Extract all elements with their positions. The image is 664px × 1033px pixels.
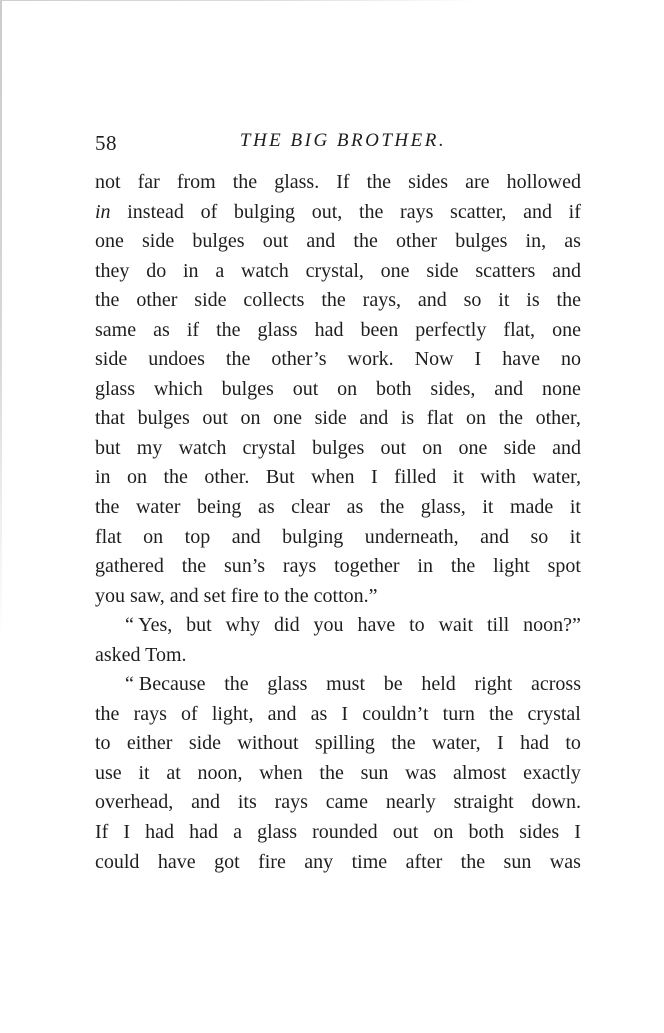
word: clear [291,496,331,519]
word: scatter, [450,200,507,223]
word: out [380,436,407,459]
text-line [95,729,581,759]
word: across [531,673,581,696]
word: gathered [95,555,164,578]
text-line [95,434,581,464]
word: the [95,702,120,725]
word: But [265,466,295,489]
word: as [346,496,364,519]
word: as [564,230,581,253]
word: the [450,555,476,578]
word: nearly [385,791,436,814]
word: when [311,466,355,489]
word: out [262,230,289,253]
word: a [215,259,225,282]
word: a [233,821,242,844]
word: one [458,436,488,459]
word: was [405,761,437,784]
text-line [95,552,581,582]
word: you [313,614,344,637]
word: bulges [192,230,245,253]
word: be [383,673,403,696]
word: light, [211,702,254,725]
word: rays [282,555,317,578]
word: time [351,850,388,873]
word: at [166,761,181,784]
word: rays [400,200,434,223]
word: sides [519,821,560,844]
word: bulging [233,200,296,223]
word: underneath, [364,525,459,548]
word: top [184,525,211,548]
word: the [366,171,392,193]
word: side [426,259,459,282]
word: have [157,850,196,873]
word: almost [453,761,507,784]
word: spot [547,555,581,578]
word: water, [432,732,481,755]
text-line [95,168,581,198]
word: out [202,407,228,430]
word: and [267,702,297,725]
word: side [314,407,347,430]
word: glass [257,821,298,844]
text-line [95,788,581,818]
word: had [520,732,549,755]
word: spilling [314,732,375,755]
word: glass, [420,496,466,519]
word: so [463,289,482,312]
word: the [216,318,241,341]
word: and [480,525,509,548]
word: and [359,407,389,430]
word: in [183,259,199,282]
word: it [498,289,510,312]
word: not [95,171,121,193]
word: I [497,732,504,755]
word: without [237,732,299,755]
word: sides, [430,377,476,400]
text-line [95,257,581,287]
word: the [163,466,188,489]
word: as [153,318,170,341]
word: rays, [362,289,401,312]
word: out [292,377,319,400]
word: undoes [148,348,205,371]
word: bulges [137,407,190,430]
word: is [526,289,540,312]
text-line [95,375,581,405]
word: do [146,259,167,282]
word: and [417,289,447,312]
word: the [556,289,581,312]
word: no [560,348,581,371]
word: couldn’t [362,702,429,725]
word: is [400,407,415,430]
word: other. [204,466,250,489]
word: of [200,200,218,223]
text-line [95,227,581,257]
word: in [417,555,433,578]
word: why [225,614,261,637]
word: other, [535,407,581,430]
word: on [337,377,358,400]
word: If [95,821,109,844]
word: made [509,496,554,519]
word: one [95,230,124,253]
word: was [549,850,581,873]
text-line [95,848,581,878]
word: water, [532,466,581,489]
word: “ Yes, [125,614,173,637]
word: but [186,614,212,637]
word: the [358,200,384,223]
word: light [493,555,530,578]
word: noon, [197,761,243,784]
word: If [336,171,350,193]
word: on [143,525,164,548]
word: sides [408,171,449,193]
word: the [225,348,251,371]
word: side [188,732,222,755]
word: being [196,496,242,519]
word: watch [241,259,289,282]
word: if [186,318,200,341]
word: I [370,466,378,489]
word: sun [360,761,389,784]
word: side [142,230,175,253]
word: both [375,377,412,400]
word: same [95,318,137,341]
word: have [357,614,396,637]
word: it [569,496,581,519]
word: bulges [312,436,365,459]
word: turn [442,702,475,725]
word: wait [438,614,474,637]
word: of [181,702,198,725]
word: flat [426,407,454,430]
word: far [137,171,160,193]
text-line [95,286,581,316]
word: are [465,171,490,193]
word: and [306,230,336,253]
word: other’s [271,348,327,371]
word: if [568,200,581,223]
scan-edge-top [0,0,480,1]
word: crystal [527,702,581,725]
word: one [380,259,410,282]
word: other [395,230,438,253]
word: watch [178,436,227,459]
word: the [319,761,344,784]
text-line [95,493,581,523]
body-text [95,168,581,877]
word: work. [347,348,394,371]
word: held [421,673,456,696]
word: the [224,673,249,696]
word: right [474,673,513,696]
text-line [95,404,581,434]
word: exactly [523,761,581,784]
word: rays [274,791,308,814]
word: scatters [475,259,536,282]
word: I [474,348,482,371]
word: side [503,436,536,459]
word: have [502,348,540,371]
word: they [95,259,130,282]
word: bulges [455,230,508,253]
word: the [95,289,120,312]
text-line [95,523,581,553]
word: down. [531,791,581,814]
word: to [409,614,425,637]
word: instead [127,200,184,223]
word: as [257,496,275,519]
text-line [95,316,581,346]
word: together [334,555,400,578]
word: I [341,702,349,725]
word: use [95,761,122,784]
word: I [574,821,581,844]
word: the [321,289,346,312]
word: in [95,466,111,489]
word: had [145,821,175,844]
word: its [237,791,257,814]
text-line [95,759,581,789]
word: the [498,407,523,430]
word: had [189,821,219,844]
word: did [274,614,300,637]
running-header: THE BIG BROTHER. [239,130,447,151]
word: out, [311,200,343,223]
word: came [325,791,368,814]
word: either [126,732,173,755]
word: and [552,436,581,459]
word: Now [414,348,454,371]
word: flat, [503,318,536,341]
word: overhead, [95,791,174,814]
word: it [138,761,150,784]
word: flat [95,525,122,548]
word: after [405,850,443,873]
word: bulging [282,525,344,548]
word: must [326,673,366,696]
word: none [542,377,581,400]
word: sun’s [223,555,266,578]
word: but [95,436,121,459]
text-line: you saw, and set fire to the cotton.” [95,584,378,607]
word: the [391,732,416,755]
word: the [488,702,514,725]
word: on [433,821,454,844]
word: and [191,791,221,814]
word: the [353,230,378,253]
word: out [392,821,419,844]
text-line [95,670,581,700]
word: that [95,407,125,430]
word: glass [257,318,298,341]
page-number: 58 [95,131,117,155]
word: rounded [312,821,378,844]
word: “ Because [125,673,206,696]
word: I [123,821,131,844]
word: crystal [242,436,296,459]
word: with [480,466,516,489]
word: one [273,407,302,430]
word: glass [95,377,135,400]
word: hollowed [506,171,581,193]
text-line [95,463,581,493]
word: till [486,614,510,637]
word: had [314,318,344,341]
word: and [231,525,261,548]
word: on [422,436,443,459]
word: to [565,732,581,755]
word: in, [525,230,547,253]
word: which [153,377,203,400]
word: on [127,466,148,489]
word: the [95,496,120,519]
word: side [95,348,128,371]
word: when [259,761,303,784]
word: water [135,496,181,519]
word: could [95,850,140,873]
scan-edge-left [0,0,2,640]
word: glass [267,673,308,696]
word: the [379,496,405,519]
word: the [460,850,486,873]
word: sun [503,850,532,873]
word: side [194,289,227,312]
word: as [310,702,328,725]
word: perfectly [415,318,487,341]
word: both [468,821,505,844]
word: from [176,171,216,193]
text-line [95,818,581,848]
word: and [494,377,524,400]
word: been [360,318,399,341]
word: on [240,407,261,430]
word: got [214,850,240,873]
text-line [95,345,581,375]
word: any [304,850,334,873]
text-line [95,198,581,228]
word: other [136,289,178,312]
word: crystal, [305,259,364,282]
word: and [552,259,581,282]
text-line [95,611,581,641]
word: rays [133,702,167,725]
word: bulges [221,377,274,400]
page-header [95,130,581,160]
word: on [465,407,486,430]
word: straight [453,791,514,814]
text-line: asked Tom. [95,643,187,666]
word: filled [394,466,437,489]
word: my [136,436,163,459]
word: collects [243,289,305,312]
word: the [232,171,258,193]
word: to [95,732,111,755]
word: the [181,555,207,578]
word: one [552,318,581,341]
word: in [95,200,111,223]
word: fire [258,850,286,873]
word: glass. [274,171,320,193]
word: it [452,466,464,489]
word: noon?” [523,614,581,637]
word: so [530,525,549,548]
word: it [569,525,581,548]
word: and [523,200,552,223]
word: it [482,496,494,519]
text-line [95,700,581,730]
